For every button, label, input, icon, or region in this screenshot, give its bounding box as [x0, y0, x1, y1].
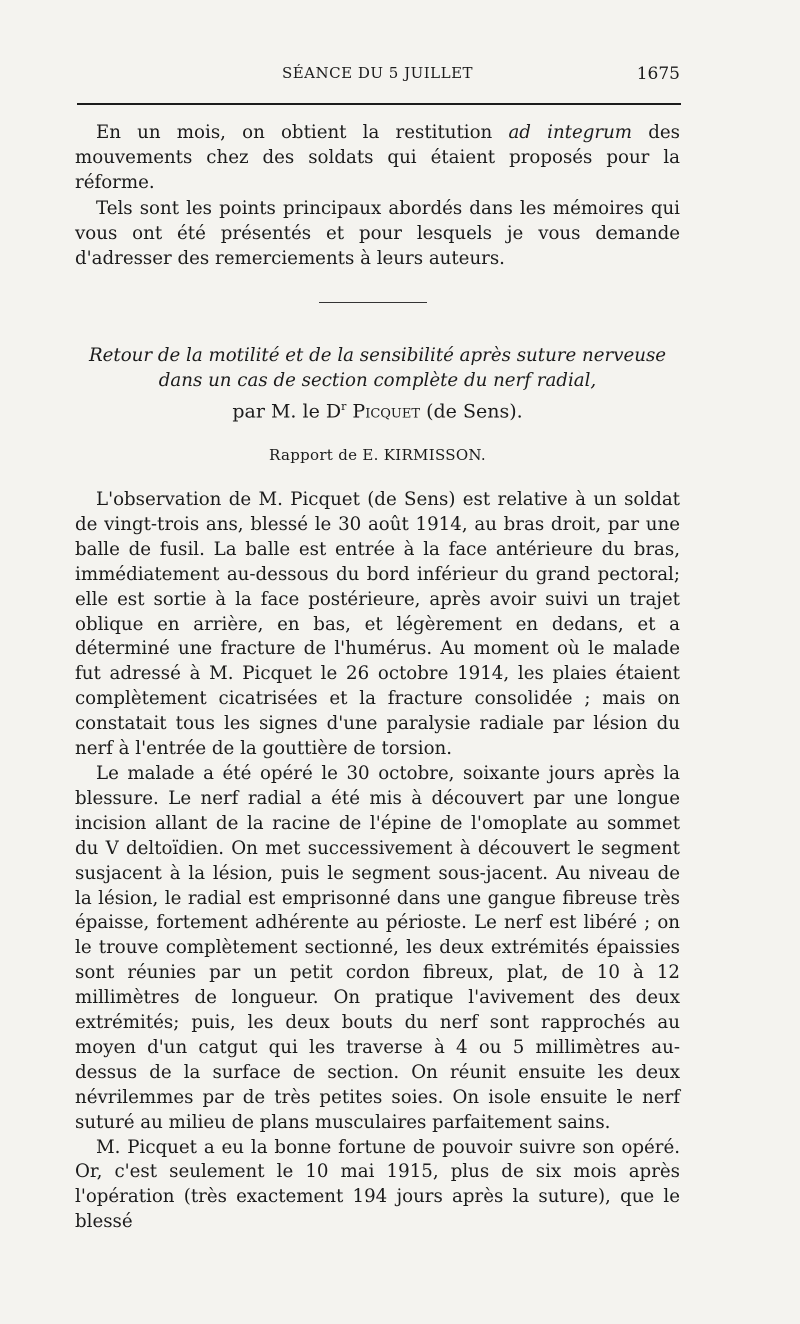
article-paragraph-2: Le malade a été opéré le 30 octobre, soixante jours après la blessure. Le nerf radial a été mis à découvert par une longue incision allant de la racine de l'épine de l'omoplate au sommet du V deltoïdien. On met successivement à découvert le segment susjacent à la lésion, puis le segment sous-jacent. Au niveau de la lésion, le radial est emprisonné dans une gangue fibreuse très épaisse, fortement adhérente au périoste. Le nerf est libéré ; on le trouve complètement sectionné, les deux extrémités épaissies sont réunies par un petit cordon fibreux, plat, de 10 à 12 millimètres de longueur. On pratique l'avivement des deux extrémités; puis, les deux bouts du nerf sont rapprochés au moyen d'un catgut qui les traverse à 4 ou 5 millimètres au-dessus de la surface de section. On réunit ensuite les deux névrilemmes par de très petites soies. On isole ensuite le nerf suturé au milieu de plans musculaires parfaitement sains.	[75, 762, 680, 1133]
intro-p1-italic: ad integrum	[508, 122, 633, 143]
article-body	[75, 488, 680, 1235]
report-line: Rapport de E. KIRMISSON.	[269, 446, 486, 464]
author-sup: r	[341, 400, 347, 413]
article-paragraph-3: M. Picquet a eu la bonne fortune de pouvoir suivre son opéré. Or, c'est seulement le 10 mai 1915, plus de six mois après l'opération (très exactement 194 jours après la suture), que le blessé	[75, 1136, 680, 1233]
running-title: SÉANCE DU 5 JUILLET	[281, 64, 474, 82]
intro-p1-text-a: En un mois, on obtient la restitution	[96, 122, 509, 143]
page-number: 1675	[636, 64, 680, 84]
article-author	[75, 400, 680, 422]
section-separator	[319, 302, 427, 303]
article-title-line-1: Retour de la motilité et de la sensibilité après suture nerveuse	[88, 345, 667, 366]
author-suffix: (de Sens).	[426, 400, 523, 423]
article-title-line-2: dans un cas de section complète du nerf radial,	[158, 370, 597, 391]
author-name: Picquet	[352, 400, 421, 423]
intro-paragraph-2	[75, 197, 680, 272]
article-paragraph-1: L'observation de M. Picquet (de Sens) est relative à un soldat de vingt-trois ans, blessé le 30 août 1914, au bras droit, par une balle de fusil. La balle est entrée à la face antérieure du bras, immédiatement au-dessous du bord inférieur du grand pectoral; elle est sortie à la face postérieure, après avoir suivi un trajet oblique en arrière, en bas, et légèrement en dedans, et a déterminé une fracture de l'humérus. Au moment où le malade fut adressé à M. Picquet le 26 octobre 1914, les plaies étaient complètement cicatrisées et la fracture consolidée ; mais on constatait tous les signes d'une paralysie radiale par lésion du nerf à l'entrée de la gouttière de torsion.	[75, 489, 680, 760]
author-prefix: par M. le D	[232, 400, 342, 423]
page-header	[75, 64, 680, 90]
intro-paragraph-1	[75, 121, 680, 196]
header-rule	[77, 103, 681, 105]
intro-p1-text-b: des mouvements chez des soldats qui étaient proposés pour la réforme.	[75, 122, 680, 193]
intro-p2-text: Tels sont les points principaux abordés dans les mémoires qui vous ont été présentés et pour lesquels je vous demande d'adresser des remerciements à leurs auteurs.	[75, 198, 680, 269]
